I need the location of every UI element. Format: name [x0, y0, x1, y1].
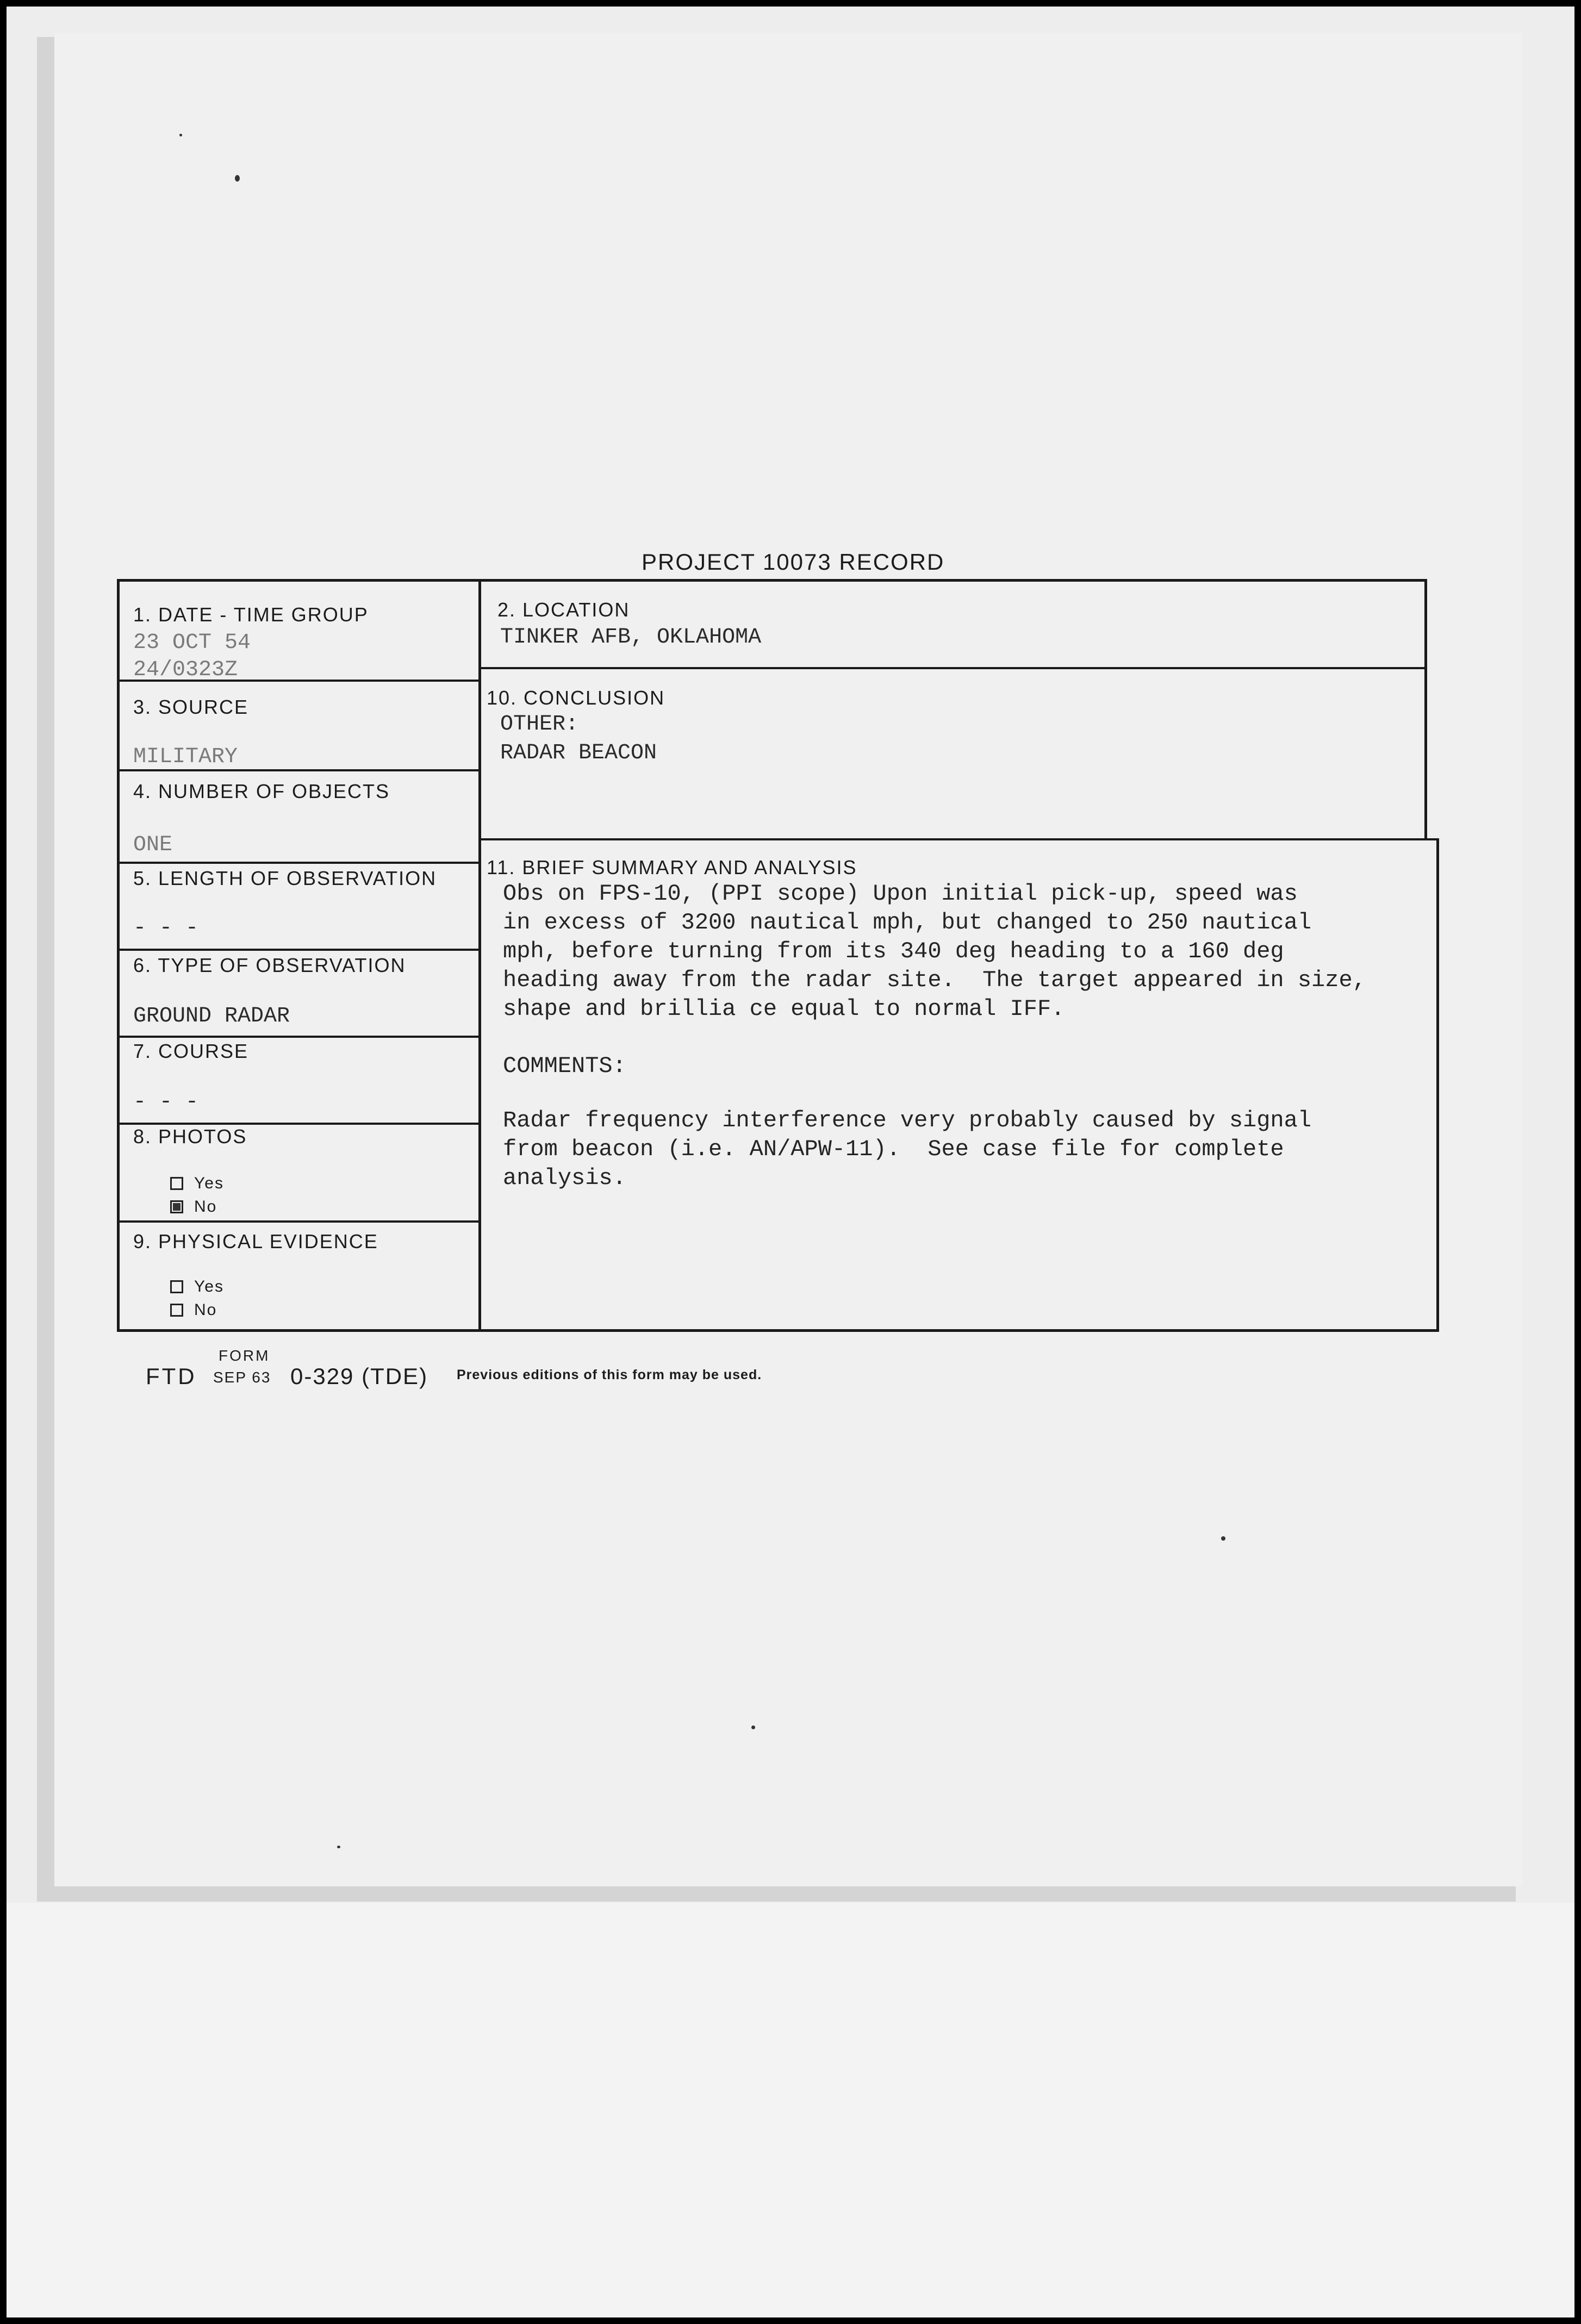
dust-speck: [179, 134, 182, 136]
physical-evidence-no-option[interactable]: [170, 1301, 217, 1319]
physical-evidence-label: 9. PHYSICAL EVIDENCE: [133, 1230, 378, 1253]
summary-line-2: in excess of 3200 nautical mph, but changed to 250 nautical: [503, 909, 1312, 936]
comments-line-2: from beacon (i.e. AN/APW-11). See case file for complete: [503, 1136, 1284, 1162]
photos-yes-checkbox[interactable]: [170, 1177, 183, 1190]
physical-evidence-no-checkbox[interactable]: [170, 1304, 183, 1317]
date-value: 23 OCT 54: [133, 631, 251, 655]
summary-line-3: mph, before turning from its 340 deg heading to a 160 deg: [503, 938, 1284, 964]
form-border-right-upper: [1424, 579, 1427, 840]
time-value: 24/0323Z: [133, 658, 238, 682]
comments-line-3: analysis.: [503, 1165, 626, 1191]
photos-yes-label: Yes: [194, 1174, 224, 1192]
source-label: 3. SOURCE: [133, 696, 249, 718]
type-of-observation-label: 6. TYPE OF OBSERVATION: [133, 954, 406, 976]
summary-line-4: heading away from the radar site. The target appeared in size,: [503, 967, 1366, 993]
course-value: - - -: [133, 1090, 199, 1114]
photos-no-label: No: [194, 1198, 217, 1216]
dust-speck: [1221, 1536, 1225, 1541]
photos-no-option[interactable]: [170, 1198, 217, 1216]
footer-form-number: 0-329 (TDE): [290, 1363, 428, 1389]
form-border-bottom: [117, 1329, 1439, 1332]
physical-evidence-no-label: No: [194, 1301, 217, 1319]
physical-evidence-yes-label: Yes: [194, 1278, 224, 1295]
footer-note: Previous editions of this form may be used.: [457, 1367, 762, 1382]
row-divider: [117, 769, 481, 771]
form-title: PROJECT 10073 RECORD: [642, 549, 945, 575]
row-divider: [117, 1036, 481, 1038]
summary-line-1: Obs on FPS-10, (PPI scope) Upon initial pick-up, speed was: [503, 881, 1298, 907]
row-divider: [478, 838, 1439, 840]
photos-label: 8. PHOTOS: [133, 1125, 247, 1148]
footer-date-code: SEP 63: [213, 1369, 271, 1386]
length-of-observation-label: 5. LENGTH OF OBSERVATION: [133, 867, 437, 889]
length-of-observation-value: - - -: [133, 916, 199, 940]
comments-label: COMMENTS:: [503, 1053, 626, 1079]
conclusion-line-2: RADAR BEACON: [500, 741, 657, 765]
source-value: MILITARY: [133, 745, 238, 769]
type-of-observation-value: GROUND RADAR: [133, 1004, 290, 1029]
number-of-objects-label: 4. NUMBER OF OBJECTS: [133, 780, 390, 802]
footer-ftd: FTD: [146, 1363, 197, 1389]
dust-speck: [337, 1846, 340, 1848]
date-time-group-label: 1. DATE - TIME GROUP: [133, 603, 369, 626]
row-divider: [478, 667, 1427, 669]
dust-speck: [751, 1725, 755, 1729]
form-border-top: [117, 579, 1427, 582]
location-value: TINKER AFB, OKLAHOMA: [500, 625, 762, 650]
summary-line-5: shape and brillia ce equal to normal IFF.: [503, 996, 1065, 1022]
comments-line-1: Radar frequency interference very probably caused by signal: [503, 1107, 1312, 1133]
row-divider: [117, 1220, 481, 1223]
summary-label: 11. BRIEF SUMMARY AND ANALYSIS: [487, 856, 857, 878]
form-border-right-lower: [1436, 840, 1439, 1332]
row-divider: [117, 949, 481, 951]
dust-speck: [235, 175, 240, 182]
record-form: [117, 579, 1439, 1332]
conclusion-label: 10. CONCLUSION: [487, 687, 665, 709]
number-of-objects-value: ONE: [133, 833, 173, 857]
footer-form-word: FORM: [219, 1347, 270, 1364]
row-divider: [117, 1123, 481, 1125]
photos-yes-option[interactable]: [170, 1174, 224, 1193]
course-label: 7. COURSE: [133, 1040, 249, 1062]
conclusion-line-1: OTHER:: [500, 712, 579, 737]
row-divider: [117, 862, 481, 864]
physical-evidence-yes-checkbox[interactable]: [170, 1280, 183, 1293]
lower-band: [7, 1903, 1574, 2317]
physical-evidence-yes-option[interactable]: [170, 1278, 224, 1296]
column-divider: [478, 579, 481, 1332]
photos-no-checkbox[interactable]: [170, 1200, 183, 1213]
location-label: 2. LOCATION: [497, 599, 630, 621]
form-border-left: [117, 579, 120, 1332]
